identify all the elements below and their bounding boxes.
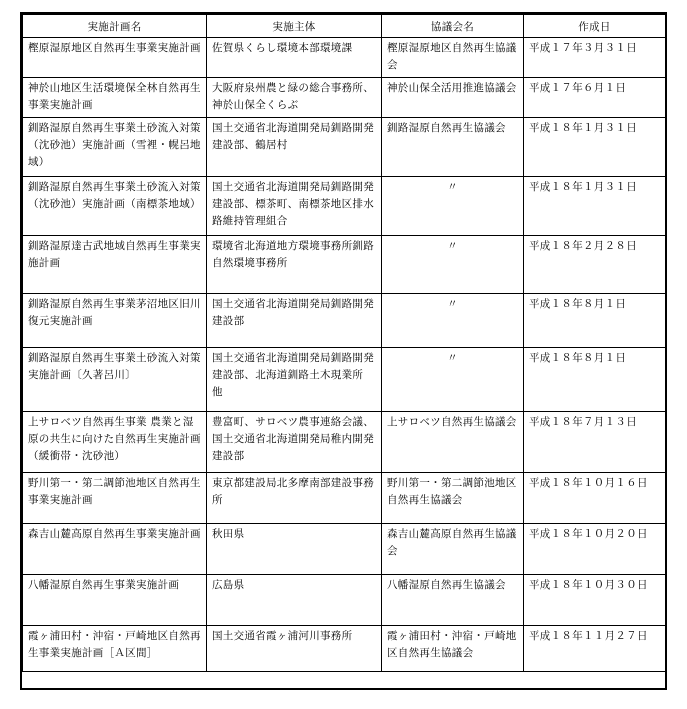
table-row bbox=[23, 348, 666, 412]
cell-council: 野川第一・第二調節池地区自然再生協議会 bbox=[382, 473, 524, 524]
cell-date: 平成１８年８月１日 bbox=[524, 348, 666, 412]
cell-council: 釧路湿原自然再生協議会 bbox=[382, 118, 524, 177]
header-date: 作成日 bbox=[524, 15, 666, 38]
table-frame bbox=[20, 12, 667, 690]
table-row bbox=[23, 524, 666, 575]
table-row bbox=[23, 294, 666, 348]
cell-date: 平成１８年７月１３日 bbox=[524, 412, 666, 473]
header-council: 協議会名 bbox=[382, 15, 524, 38]
table-row bbox=[23, 473, 666, 524]
cell-plan: 釧路湿原自然再生事業土砂流入対策（沈砂池）実施計画（雪裡・幌呂地域） bbox=[23, 118, 207, 177]
cell-council: 八幡湿原自然再生協議会 bbox=[382, 575, 524, 626]
cell-plan: 八幡湿原自然再生事業実施計画 bbox=[23, 575, 207, 626]
header-row bbox=[23, 15, 666, 38]
cell-date: 平成１８年１０月２０日 bbox=[524, 524, 666, 575]
cell-council: 〃 bbox=[382, 294, 524, 348]
table-row bbox=[23, 78, 666, 118]
cell-date: 平成１８年１０月３０日 bbox=[524, 575, 666, 626]
cell-plan: 樫原湿原地区自然再生事業実施計画 bbox=[23, 38, 207, 78]
table-row bbox=[23, 626, 666, 672]
cell-date: 平成１７年６月１日 bbox=[524, 78, 666, 118]
table-row bbox=[23, 118, 666, 177]
table-row bbox=[23, 412, 666, 473]
cell-plan: 霞ヶ浦田村・沖宿・戸崎地区自然再生事業実施計画［Ａ区間］ bbox=[23, 626, 207, 672]
cell-plan: 神於山地区生活環境保全林自然再生事業実施計画 bbox=[23, 78, 207, 118]
cell-entity: 国土交通省北海道開発局釧路開発建設部、鶴居村 bbox=[207, 118, 382, 177]
cell-date: 平成１８年８月１日 bbox=[524, 294, 666, 348]
cell-council: 神於山保全活用推進協議会 bbox=[382, 78, 524, 118]
cell-plan: 釧路湿原自然再生事業土砂流入対策（沈砂池）実施計画（南標茶地域） bbox=[23, 177, 207, 236]
cell-date: 平成１７年３月３１日 bbox=[524, 38, 666, 78]
cell-date: 平成１８年２月２８日 bbox=[524, 236, 666, 294]
cell-entity: 国土交通省北海道開発局釧路開発建設部、標茶町、南標茶地区排水路維持管理組合 bbox=[207, 177, 382, 236]
cell-entity: 広島県 bbox=[207, 575, 382, 626]
cell-entity: 豊富町、サロベツ農事連絡会議、国土交通省北海道開発局稚内開発建設部 bbox=[207, 412, 382, 473]
implementation-plans-table bbox=[22, 14, 666, 672]
cell-entity: 国土交通省北海道開発局釧路開発建設部 bbox=[207, 294, 382, 348]
cell-entity: 秋田県 bbox=[207, 524, 382, 575]
table-row bbox=[23, 177, 666, 236]
cell-council: 樫原湿原地区自然再生協議会 bbox=[382, 38, 524, 78]
cell-date: 平成１８年１０月１６日 bbox=[524, 473, 666, 524]
cell-council: 上サロベツ自然再生協議会 bbox=[382, 412, 524, 473]
cell-entity: 東京都建設局北多摩南部建設事務所 bbox=[207, 473, 382, 524]
table-row bbox=[23, 38, 666, 78]
header-plan-name: 実施計画名 bbox=[23, 15, 207, 38]
cell-plan: 上サロベツ自然再生事業 農業と湿原の共生に向けた自然再生実施計画（緩衝帯・沈砂池） bbox=[23, 412, 207, 473]
cell-plan: 森吉山麓高原自然再生事業実施計画 bbox=[23, 524, 207, 575]
cell-council: 霞ヶ浦田村・沖宿・戸崎地区自然再生協議会 bbox=[382, 626, 524, 672]
cell-council: 〃 bbox=[382, 236, 524, 294]
cell-council: 森吉山麓高原自然再生協議会 bbox=[382, 524, 524, 575]
cell-entity: 佐賀県くらし環境本部環境課 bbox=[207, 38, 382, 78]
cell-council: 〃 bbox=[382, 177, 524, 236]
cell-plan: 釧路湿原達古武地域自然再生事業実施計画 bbox=[23, 236, 207, 294]
cell-plan: 野川第一・第二調節池地区自然再生事業実施計画 bbox=[23, 473, 207, 524]
cell-council: 〃 bbox=[382, 348, 524, 412]
cell-plan: 釧路湿原自然再生事業茅沼地区旧川復元実施計画 bbox=[23, 294, 207, 348]
cell-date: 平成１８年１月３１日 bbox=[524, 118, 666, 177]
cell-entity: 大阪府泉州農と緑の総合事務所、神於山保全くらぶ bbox=[207, 78, 382, 118]
cell-entity: 環境省北海道地方環境事務所釧路自然環境事務所 bbox=[207, 236, 382, 294]
cell-entity: 国土交通省北海道開発局釧路開発建設部、北海道釧路土木現業所 他 bbox=[207, 348, 382, 412]
cell-plan: 釧路湿原自然再生事業土砂流入対策実施計画〔久著呂川〕 bbox=[23, 348, 207, 412]
header-entity: 実施主体 bbox=[207, 15, 382, 38]
cell-date: 平成１８年１月３１日 bbox=[524, 177, 666, 236]
table-row bbox=[23, 236, 666, 294]
table-row bbox=[23, 575, 666, 626]
cell-date: 平成１８年１１月２７日 bbox=[524, 626, 666, 672]
cell-entity: 国土交通省霞ヶ浦河川事務所 bbox=[207, 626, 382, 672]
